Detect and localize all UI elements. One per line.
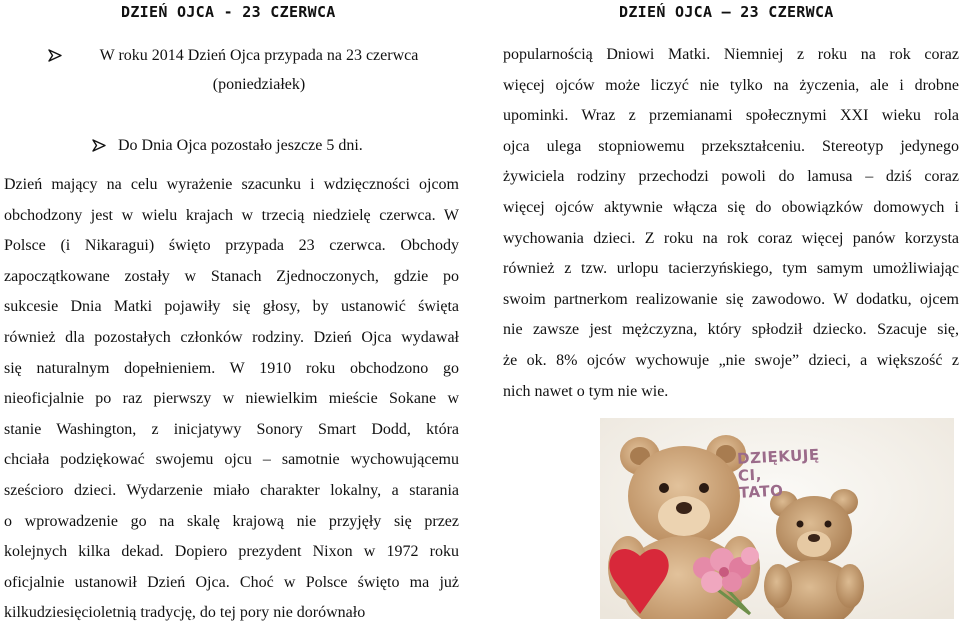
text-line: że ok. 8% ojców wychowuje „nie swoje” dzieci, a większość z: [503, 351, 959, 369]
text-line: upominki. Wraz z przemianami społecznymi XXI wieku rola: [503, 107, 959, 125]
teddy-bears-photo: [600, 418, 954, 619]
text-line: nich nawet o tym nie wie.: [503, 382, 669, 400]
text-line: więcej ojców może liczyć nie tylko na życzenia, ale i drobne: [503, 76, 959, 94]
text-line: również z tzw. urlopu tacierzyńskiego, tym samym umożliwiając: [503, 260, 959, 278]
text-line: nieoficjalnie po raz pierwszy w niewielkim mieście Sokane w: [4, 390, 459, 408]
text-line: oficjalnie ustanowił Dzień Ojca. Choć w Polsce święto ma już: [4, 573, 459, 591]
bullet-text: Do Dnia Ojca pozostało jeszcze 5 dni.: [118, 137, 363, 154]
text-line: popularnością Dniowi Matki. Niemniej z roku na rok coraz: [503, 46, 959, 63]
text-line: kolejnych kilka dekad. Dopiero prezydent Nixon w 1972 roku: [4, 543, 459, 561]
bullet-text: [74, 41, 444, 99]
text-line: zapoczątkowane zostały w Stanach Zjednoczonych, gdzie po: [4, 267, 459, 285]
caption-line: DZIĘKUJĘ CI,: [736, 445, 821, 485]
bullet-item: [48, 41, 468, 99]
page-header: DZIEŃ OJCA - 23 CZERWCA: [121, 3, 336, 21]
bullet-item: [92, 131, 462, 160]
text-line: Dzień mający na celu wyrażenie szacunku i wdzięczności ojcom: [4, 176, 459, 193]
text-line: chciała podziękować swojemu ojcu – samotnie wychowującemu: [4, 451, 459, 469]
bullet-line: (poniedziałek): [212, 76, 306, 93]
text-line: wychowania dzieci. Z roku na rok coraz więcej panów korzysta: [503, 229, 959, 247]
text-line: żywiciela rodziny przechodzi powoli do lamusa – dziś coraz: [503, 168, 959, 186]
photo-caption: [737, 445, 850, 502]
arrow-bullet-icon: [48, 41, 74, 70]
text-line: o wprowadzenie go na skalę krajową nie przyjęły się przez: [4, 512, 459, 530]
text-line: więcej ojców aktywnie włącza się do obowiązków domowych i: [503, 198, 959, 216]
page-header: DZIEŃ OJCA – 23 CZERWCA: [619, 3, 834, 21]
text-line: ojca ulega stopniowemu przekształceniu. Stereotyp jedynego: [503, 137, 959, 155]
article-body: [4, 170, 459, 629]
text-line: również dla pozostałych członków rodziny. Dzień Ojca wydawał: [4, 328, 459, 346]
text-line: nie zawsze jest mężczyzna, który spłodził dziecko. Szacuje się,: [503, 321, 959, 339]
text-line: swoim partnerkom realizowanie się zawodowo. W dodatku, ojcem: [503, 290, 959, 308]
left-page: [0, 0, 470, 622]
text-line: obchodzony jest w wielu krajach w trzecią niedzielę czerwca. W: [4, 206, 459, 224]
bullet-line: W roku 2014 Dzień Ojca przypada na 23 czerwca: [99, 47, 419, 64]
article-body: [503, 40, 959, 407]
text-line: kilkudziesięcioletnią tradycję, do tej pory nie dorównało: [4, 604, 366, 622]
arrow-bullet-icon: [92, 131, 118, 160]
text-line: Polsce (i Nikaragui) święto przypada 23 czerwca. Obchody: [4, 237, 459, 255]
text-line: się naturalnym dopełnieniem. W 1910 roku obchodzono go: [4, 359, 459, 377]
text-line: sukcesie Dnia Matki pojawiły się głosy, by ustanowić święta: [4, 298, 459, 316]
right-page: [490, 0, 960, 619]
text-line: sześcioro dzieci. Wydarzenie miało charakter lokalny, a starania: [4, 481, 459, 499]
caption-line: TATO: [738, 481, 784, 502]
text-line: stanie Washington, z inicjatywy Sonory Smart Dodd, która: [4, 420, 459, 438]
